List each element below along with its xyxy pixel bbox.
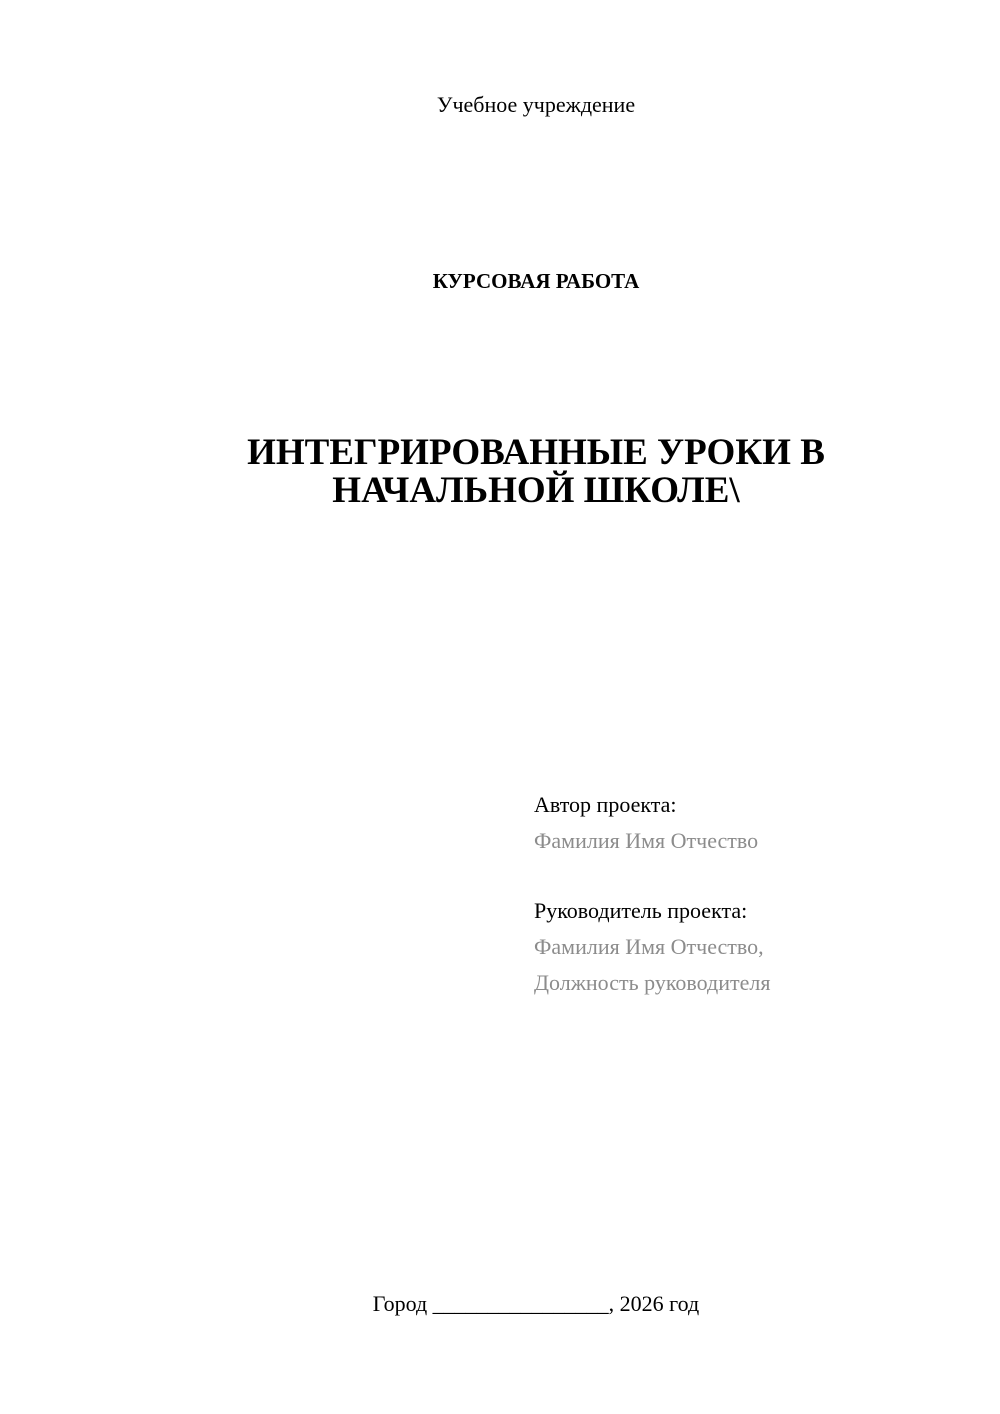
work-type-heading: КУРСОВАЯ РАБОТА [432, 269, 640, 293]
title-line-1: ИНТЕГРИРОВАННЫЕ УРОКИ В [247, 432, 825, 473]
author-label: Автор проекта: [534, 792, 677, 817]
title-line-2: НАЧАЛЬНОЙ ШКОЛЕ\ [332, 470, 740, 511]
document-title [0, 434, 1000, 510]
author-name: Фамилия Имя Отчество [534, 828, 759, 853]
supervisor-label: Руководитель проекта: [534, 898, 748, 923]
supervisor-name: Фамилия Имя Отчество, [534, 934, 764, 959]
credits-spacer [534, 859, 974, 893]
supervisor-position: Должность руководителя [534, 970, 771, 995]
credits-block [534, 787, 974, 1001]
city-year-line: Город ________________, 2026 год [372, 1291, 700, 1316]
institution-name: Учебное учреждение [436, 92, 636, 117]
